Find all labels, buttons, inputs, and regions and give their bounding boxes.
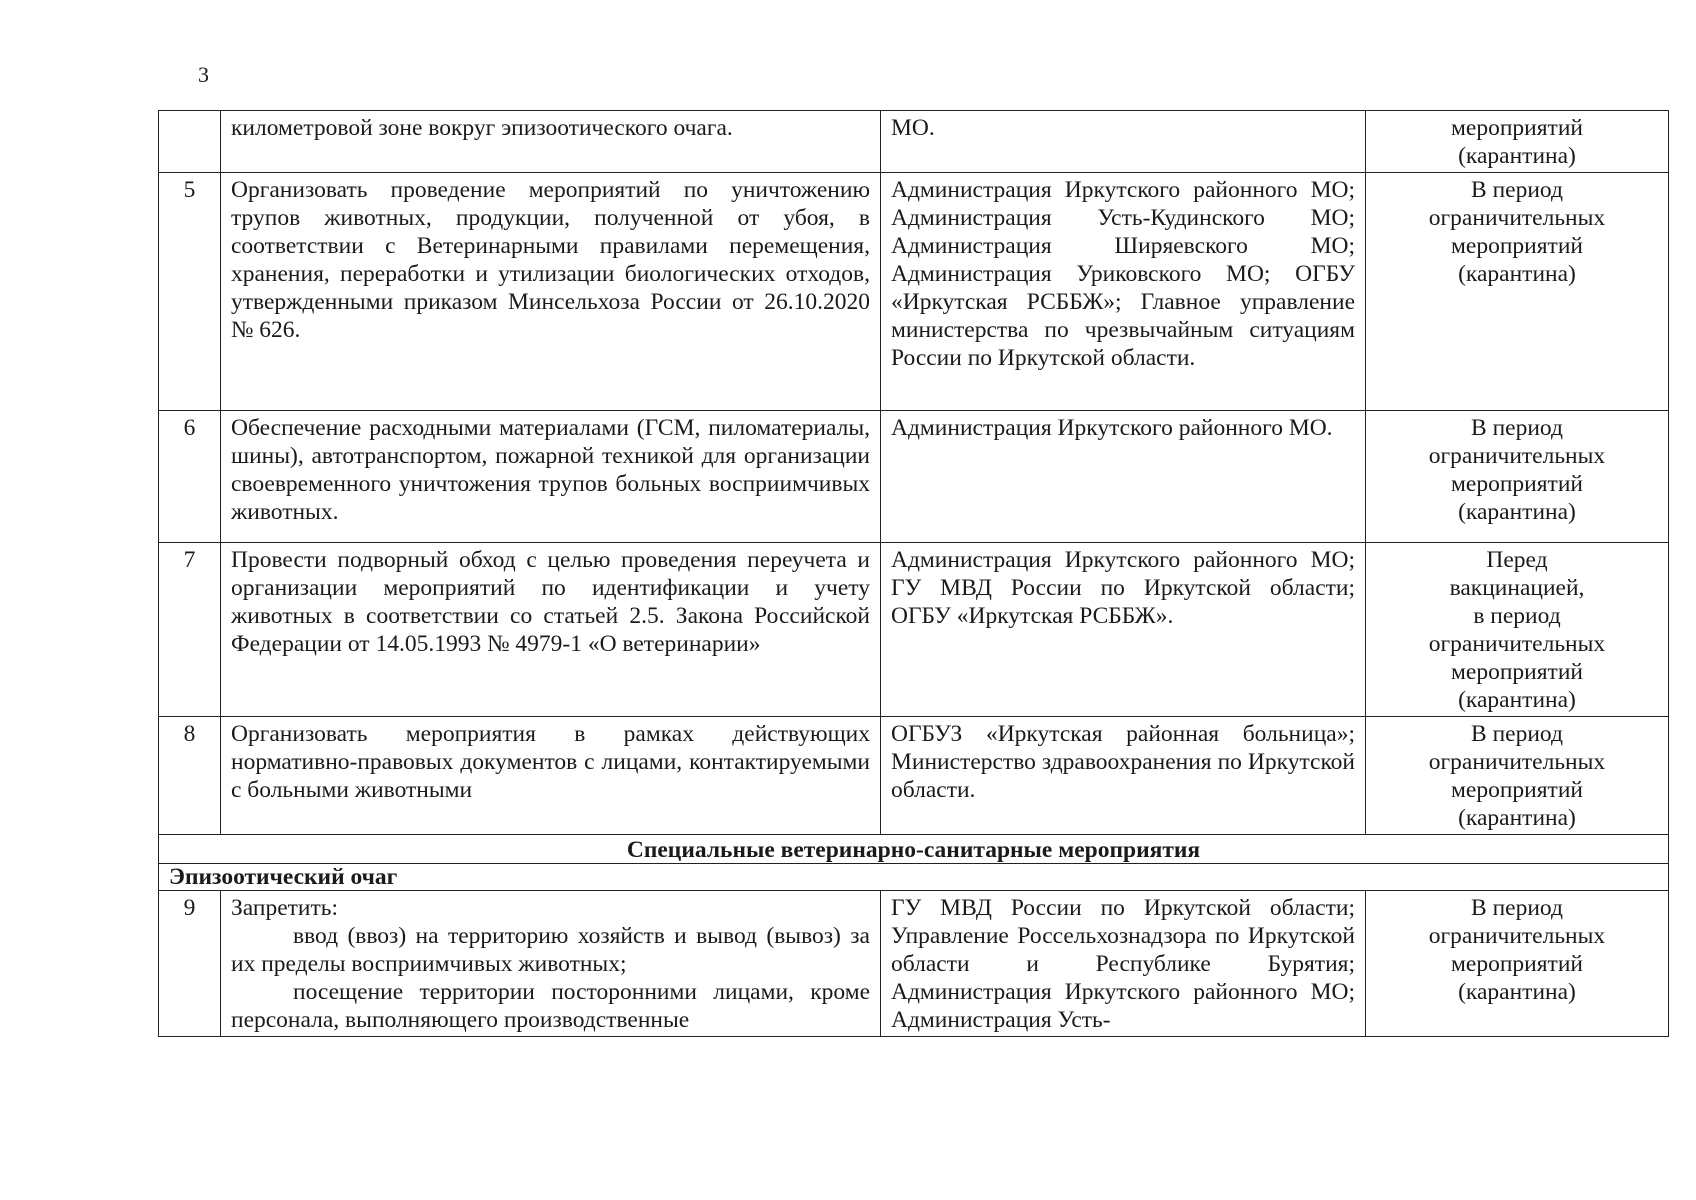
responsible-cell: Администрация Иркутского районного МО; ГУ МВД России по Иркутской области; ОГБУ «Иркутская РСББЖ».: [881, 543, 1366, 717]
term-text: В период ограничительных мероприятий (карантина): [1428, 415, 1606, 525]
responsible-cell: Администрация Иркутского районного МО.: [881, 411, 1366, 543]
row-number: 8: [159, 717, 221, 835]
term-cell: [1366, 411, 1669, 543]
action-item: посещение территории посторонними лицами, кроме персонала, выполняющего производственные: [231, 979, 870, 1033]
term-cell: [1366, 717, 1669, 835]
term-text: Перед вакцинацией, в период ограничительных мероприятий (карантина): [1428, 547, 1606, 713]
action-cell: Провести подворный обход с целью проведения переучета и организации мероприятий по идентификации и учету животных в соответствии со статьей 2.5. Закона Российской Федерации от 14.05.1993 № 4979-1 «О ветеринарии»: [221, 543, 881, 717]
table-row: [159, 111, 1669, 173]
action-cell: километровой зоне вокруг эпизоотического очага.: [221, 111, 881, 173]
action-cell: [221, 891, 881, 1037]
subsection-title: Эпизоотический очаг: [159, 864, 1669, 891]
term-cell: [1366, 173, 1669, 411]
row-number: 7: [159, 543, 221, 717]
row-number: [159, 111, 221, 173]
term-text: В период ограничительных мероприятий (карантина): [1428, 895, 1606, 1005]
table-row: [159, 717, 1669, 835]
table-row: [159, 411, 1669, 543]
action-cell: Организовать проведение мероприятий по уничтожению трупов животных, продукции, полученной от убоя, в соответствии с Ветеринарными правилами перемещения, хранения, переработки и утилизации биологических отходов, утвержденными приказом Минсельхоза России от 26.10.2020 № 626.: [221, 173, 881, 411]
term-text: В период ограничительных мероприятий (карантина): [1428, 177, 1606, 287]
action-intro: Запретить:: [231, 895, 339, 921]
responsible-cell: МО.: [881, 111, 1366, 173]
row-number: 9: [159, 891, 221, 1037]
subsection-header-row: [159, 864, 1669, 891]
table-row: [159, 543, 1669, 717]
responsible-cell: ОГБУЗ «Иркутская районная больница»; Министерство здравоохранения по Иркутской области.: [881, 717, 1366, 835]
term-text: мероприятий (карантина): [1451, 115, 1583, 169]
action-cell: Обеспечение расходными материалами (ГСМ, пиломатериалы, шины), автотранспортом, пожарной техникой для организации своевременного уничтожения трупов больных восприимчивых животных.: [221, 411, 881, 543]
measures-table: [158, 110, 1669, 1037]
term-cell: [1366, 111, 1669, 173]
responsible-cell: Администрация Иркутского районного МО; Администрация Усть-Кудинского МО; Администрация Ширяевского МО; Администрация Уриковского МО; ОГБУ «Иркутская РСББЖ»; Главное управление министерства по чрезвычайным ситуациям России по Иркутской области.: [881, 173, 1366, 411]
row-number: 5: [159, 173, 221, 411]
term-cell: [1366, 543, 1669, 717]
term-text: В период ограничительных мероприятий (карантина): [1428, 721, 1606, 831]
responsible-cell: ГУ МВД России по Иркутской области; Управление Россельхознадзора по Иркутской области и Республике Бурятия; Администрация Иркутского районного МО; Администрация Усть-: [881, 891, 1366, 1037]
section-header-row: [159, 835, 1669, 864]
action-cell: Организовать мероприятия в рамках действующих нормативно-правовых документов с лицами, контактируемыми с больными животными: [221, 717, 881, 835]
term-cell: [1366, 891, 1669, 1037]
action-item: ввод (ввоз) на территорию хозяйств и вывод (вывоз) за их пределы восприимчивых животных;: [231, 923, 870, 977]
section-title: Специальные ветеринарно-санитарные мероприятия: [159, 835, 1669, 864]
table-row: [159, 891, 1669, 1037]
table-row: [159, 173, 1669, 411]
page-number: 3: [198, 62, 209, 87]
row-number: 6: [159, 411, 221, 543]
